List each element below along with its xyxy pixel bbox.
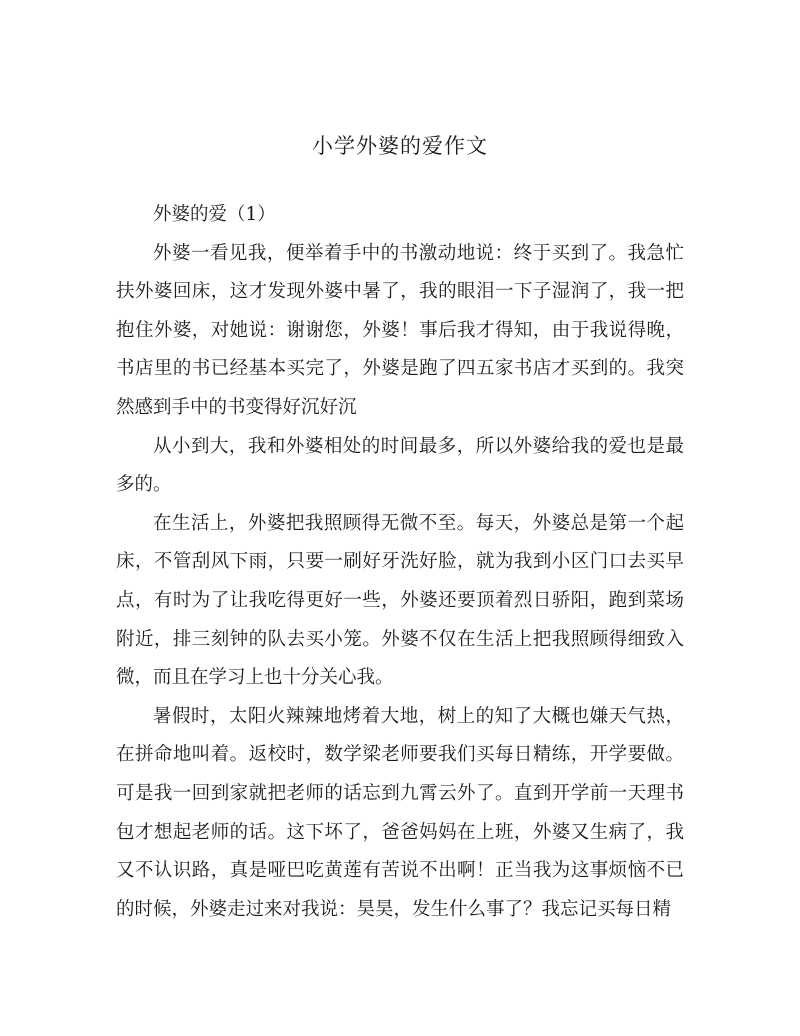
paragraph-3: 在生活上，外婆把我照顾得无微不至。每天，外婆总是第一个起床，不管刮风下雨，只要一刷好牙洗好脸，就为我到小区门口去买早点，有时为了让我吃得更好一些，外婆还要顶着烈日骄阳，跑到菜场附近，排三刻钟的队去买小笼。外婆不仅在生活上把我照顾得细致入微，而且在学习上也十分关心我。 (116, 512, 684, 689)
paragraph-2: 从小到大，我和外婆相处的时间最多，所以外婆给我的爱也是最多的。 (116, 435, 684, 496)
section-heading: 外婆的爱（1） (153, 204, 276, 225)
document-title: 小学外婆的爱作文 (312, 134, 488, 158)
paragraph-4: 暑假时，太阳火辣辣地烤着大地，树上的知了大概也嫌天气热，在拼命地叫着。返校时，数学梁老师要我们买每日精练，开学要做。可是我一回到家就把老师的话忘到九霄云外了。直到开学前一天理书包才想起老师的话。这下坏了，爸爸妈妈在上班，外婆又生病了，我又不认识路，真是哑巴吃黄莲有苦说不出啊！正当我为这事烦恼不已的时候，外婆走过来对我说：昊昊，发生什么事了？我忘记买每日精 (116, 705, 684, 920)
document-body (116, 196, 684, 929)
paragraph-1: 外婆一看见我，便举着手中的书激动地说：终于买到了。我急忙扶外婆回床，这才发现外婆中暑了，我的眼泪一下子湿润了，我一把抱住外婆，对她说：谢谢您，外婆！事后我才得知，由于我说得晚，书店里的书已经基本买完了，外婆是跑了四五家书店才买到的。我突然感到手中的书变得好沉好沉 (116, 242, 684, 418)
